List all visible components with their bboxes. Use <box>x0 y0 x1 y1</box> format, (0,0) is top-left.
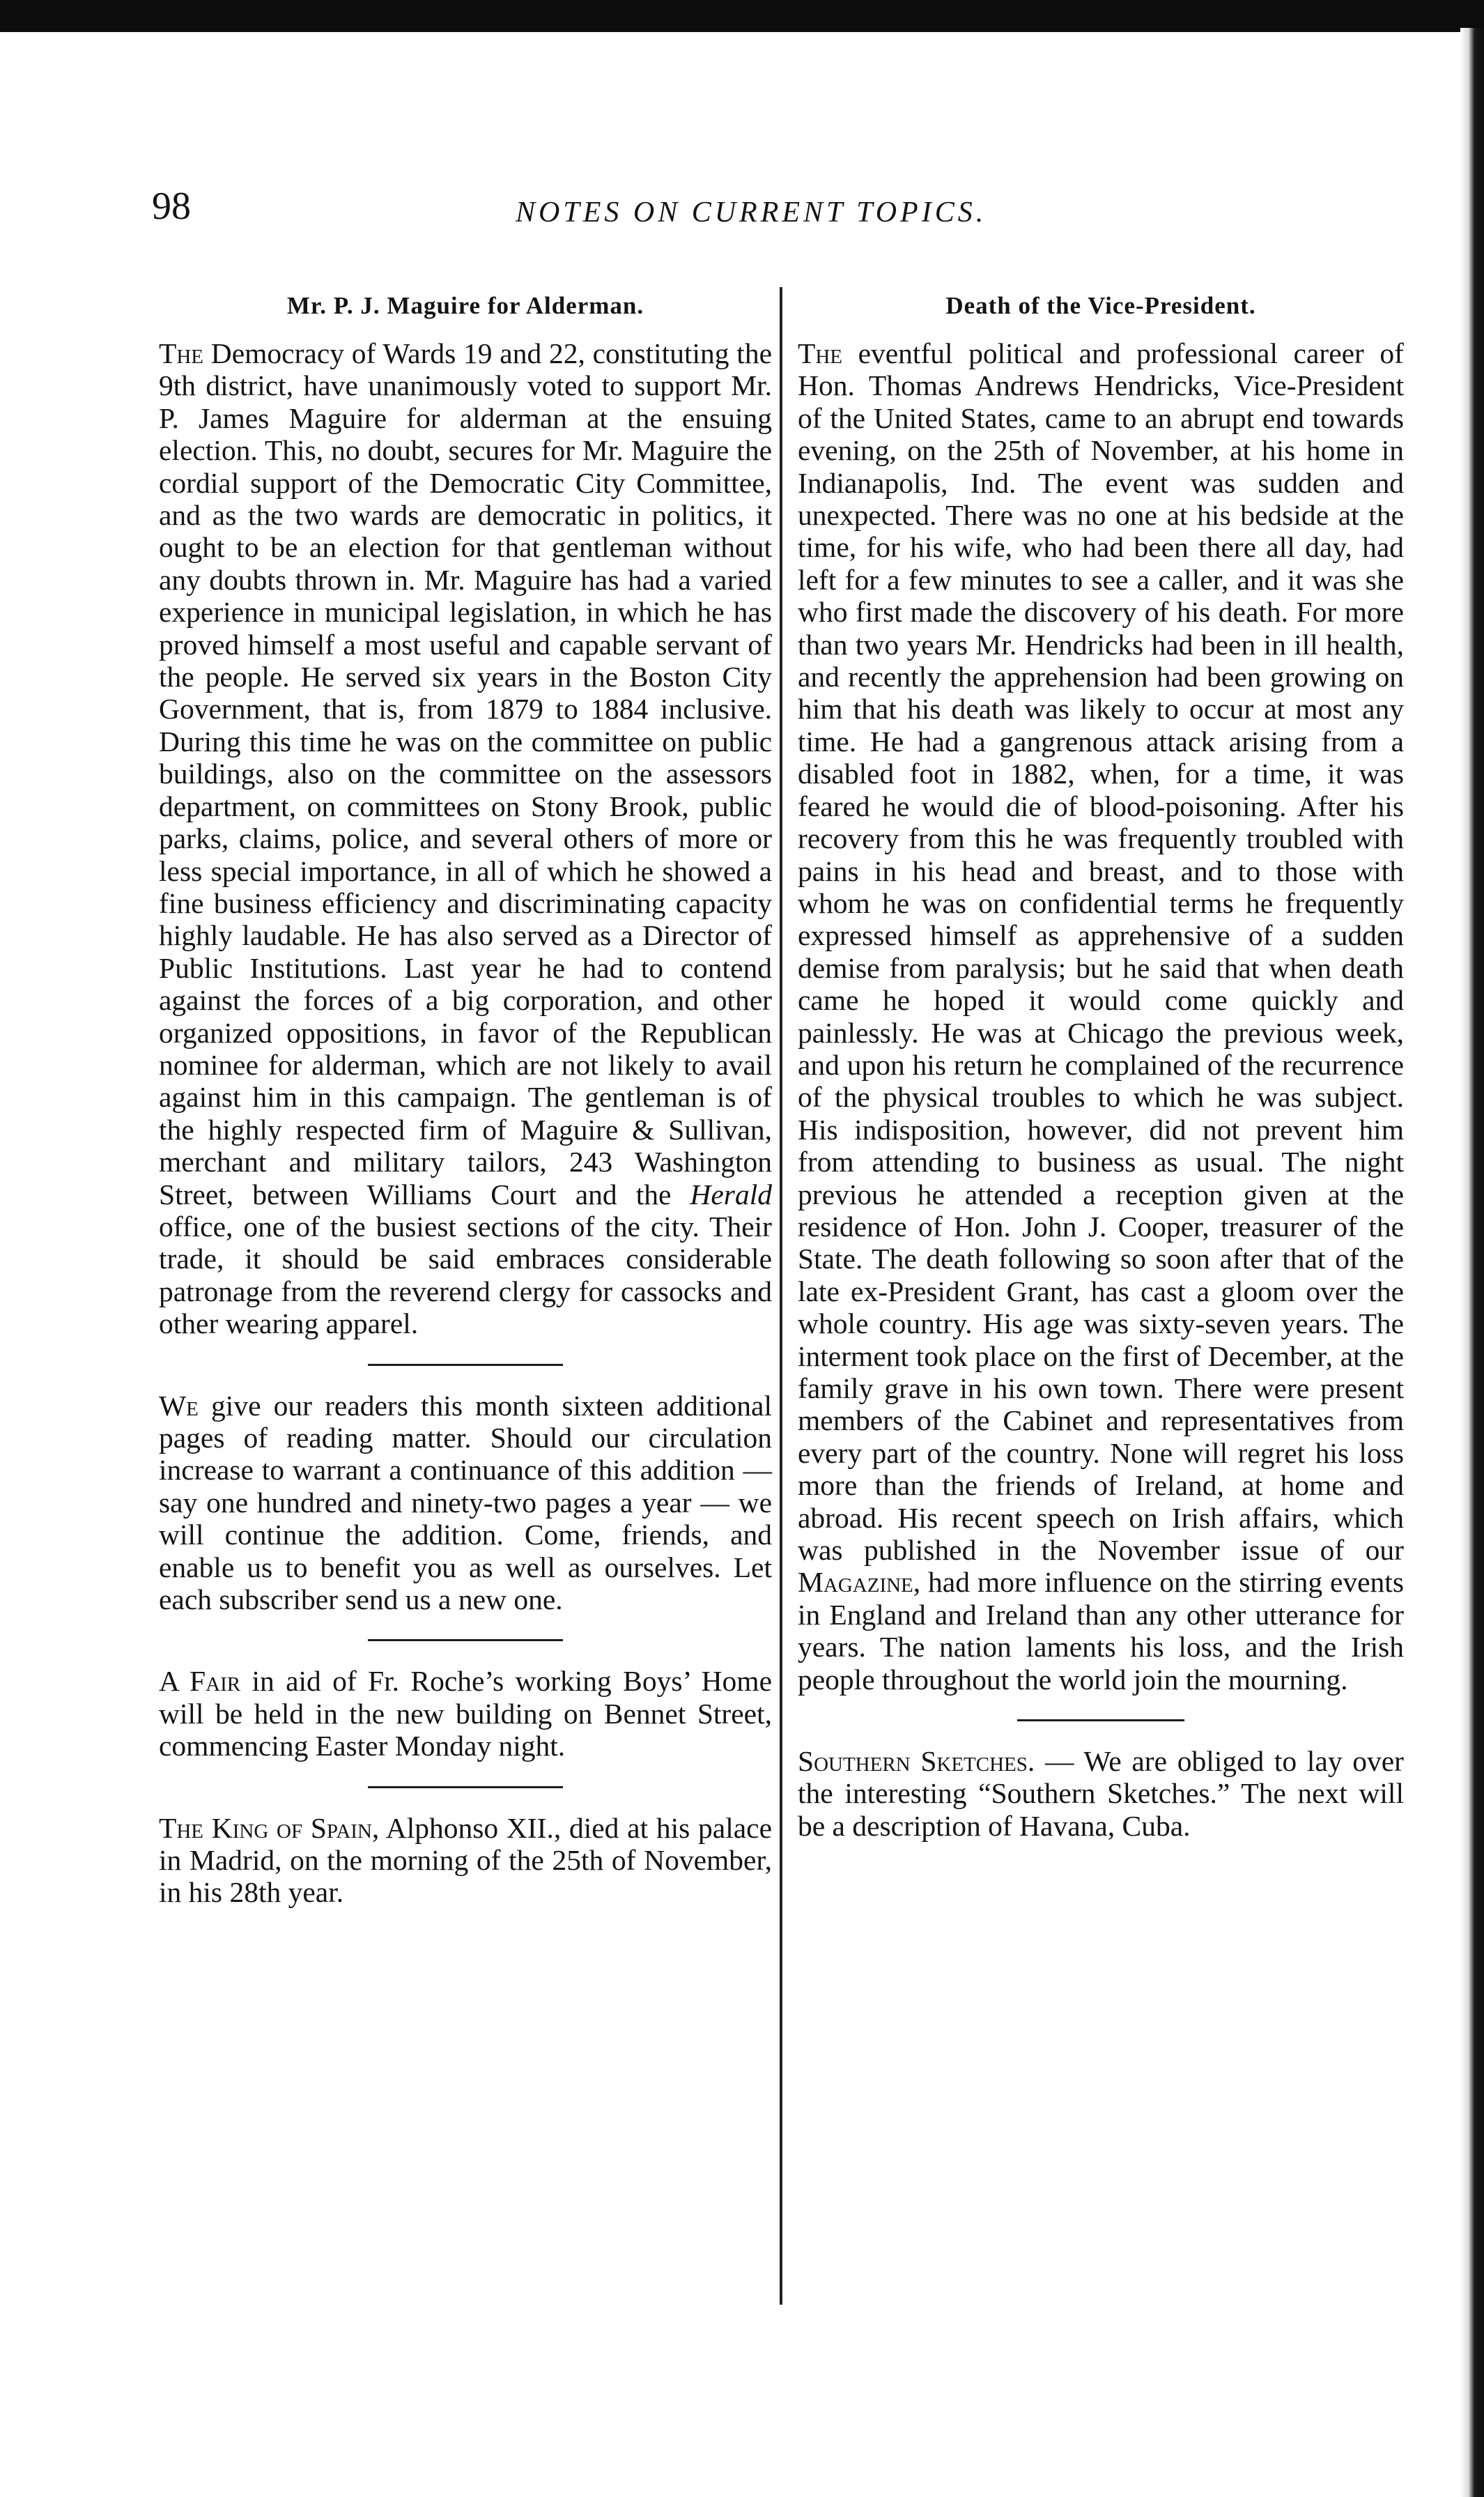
notice-king-of-spain <box>159 1812 772 1909</box>
body-text: give our readers this month sixteen additional pages of reading matter. Should our circulation increase to warrant a continuance of this addition — say one hundred and ninety-two pages a year — we will continue the addition. Come, friends, and enable us to benefit you as well as ourselves. Let each subscriber send us a new one. <box>159 1389 772 1616</box>
body-text: in aid of Fr. Roche’s working Boys’ Home will be held in the new building on Bennet Street, commencing Easter Monday night. <box>159 1665 772 1762</box>
lead-word: The King of Spain, <box>159 1811 380 1844</box>
article-heading-vice-president: Death of the Vice-President. <box>945 292 1256 319</box>
italic-herald: Herald <box>690 1178 772 1211</box>
notice-fair <box>159 1665 772 1762</box>
body-text: — We are obliged to lay over the interesting “Southern Sketches.” The next will be a description of Havana, Cuba. <box>798 1745 1404 1842</box>
section-rule <box>1017 1719 1184 1721</box>
lead-word: The <box>798 337 843 369</box>
section-rule <box>368 1639 563 1641</box>
lead-word: We <box>159 1389 199 1422</box>
notice-additional-pages <box>159 1390 772 1616</box>
body-text: Democracy of Wards 19 and 22, constituting the 9th district, have unanimously voted to support Mr. P. James Maguire for alderman at the ensuing election. This, no doubt, secures for Mr. Maguire the cordial support of the Democratic City Committee, and as the two wards are democratic in politics, it ought to be an election for that gentleman without any doubts thrown in. Mr. Maguire has had a varied experience in municipal legislation, in which he has proved himself a most useful and capable servant of the people. He served six years in the Boston City Government, that is, from 1879 to 1884 inclusive. During this time he was on the committee on public buildings, also on the committee on the assessors department, on committees on Stony Brook, public parks, claims, police, and several others of more or less special importance, in all of which he showed a fine business efficiency and discriminating capacity highly laudable. He has also served as a Director of Public Institutions. Last year he had to contend against the forces of a big corporation, and other organized oppositions, in favor of the Republican nominee for alderman, which are not likely to avail against him in this campaign. The gentleman is of the highly respected firm of Maguire & Sullivan, merchant and military tailors, 243 Washington Street, between Williams Court and the <box>159 337 772 1211</box>
scan-right-edge <box>1460 28 1484 2497</box>
section-rule <box>368 1364 563 1366</box>
left-column <box>159 284 772 1909</box>
section-rule <box>368 1786 563 1788</box>
body-text: Alphonso XII., died at his palace in Madrid, on the morning of the 25th of November, in his 28th year. <box>159 1811 772 1909</box>
lead-word: Southern Sketches. <box>798 1745 1035 1778</box>
notice-southern-sketches <box>798 1745 1404 1842</box>
lead-word: A Fair <box>159 1665 241 1698</box>
body-text-tail: , had more influence on the stirring events in England and Ireland than any other utterance for years. The nation laments his loss, and the Irish people throughout the world join the mourning. <box>798 1566 1404 1696</box>
article-heading-maguire: Mr. P. J. Maguire for Alderman. <box>286 292 644 319</box>
running-head: NOTES ON CURRENT TOPICS. <box>516 197 987 229</box>
lead-word: The <box>159 337 204 369</box>
scan-top-border <box>0 0 1484 32</box>
article-vice-president-body <box>798 337 1404 1696</box>
body-text-tail: office, one of the busiest sections of the city. Their trade, it should be said embraces considerable patronage from the reverend clergy for cassocks and other wearing apparel. <box>159 1210 772 1340</box>
article-maguire-body <box>159 337 772 1340</box>
page-number: 98 <box>152 185 191 228</box>
magazine-word: Magazine <box>798 1566 913 1599</box>
body-text: eventful political and professional career of Hon. Thomas Andrews Hendricks, Vice-President of the United States, came to an abrupt end towards evening, on the 25th of November, at his home in Indianapolis, Ind. The event was sudden and unexpected. There was no one at his bedside at the time, for his wife, who had been there all day, had left for a few minutes to see a caller, and it was she who first made the discovery of his death. For more than two years Mr. Hendricks had been in ill health, and recently the apprehension had been growing on him that his death was likely to occur at most any time. He had a gangrenous attack arising from a disabled foot in 1882, when, for a time, it was feared he would die of blood-poisoning. After his recovery from this he was frequently troubled with pains in his head and breast, and to those with whom he was on confidential terms he frequently expressed himself as apprehensive of a sudden demise from paralysis; but he said that when death came he hoped it would come quickly and painlessly. He was at Chicago the previous week, and upon his return he complained of the recurrence of the physical troubles to which he was subject. His indisposition, however, did not prevent him from attending to business as usual. The night previous he attended a reception given at the residence of Hon. John J. Cooper, treasurer of the State. The death following so soon after that of the late ex-President Grant, has cast a gloom over the whole country. His age was sixty-seven years. The interment took place on the first of December, at the family grave in his own town. There were present members of the Cabinet and representatives from every part of the country. None will regret his loss more than the friends of Ireland, at home and abroad. His recent speech on Irish affairs, which was published in the November issue of our <box>798 337 1404 1567</box>
right-column <box>798 284 1404 1842</box>
column-divider <box>780 287 782 2305</box>
